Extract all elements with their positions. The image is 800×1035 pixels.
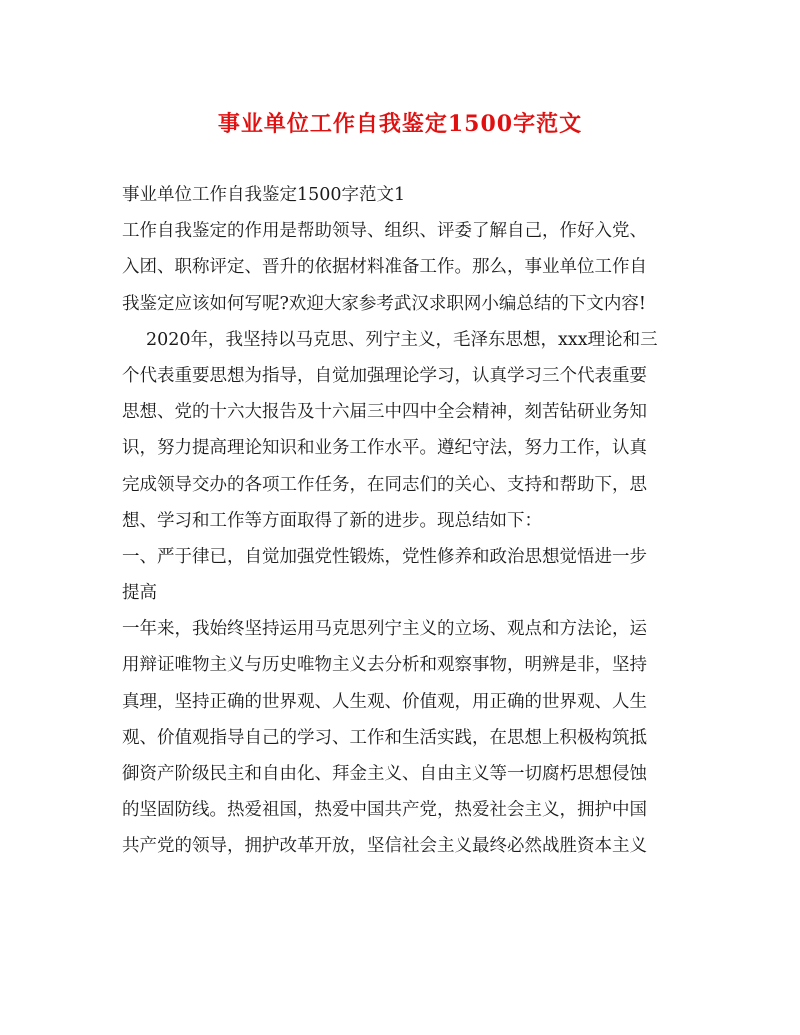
- paragraph-line: 御资产阶级民主和自由化、拜金主义、自由主义等一切腐朽思想侵蚀: [122, 764, 647, 784]
- paragraph-line: 完成领导交办的各项工作任务，在同志们的关心、支持和帮助下，思: [122, 474, 647, 495]
- paragraph-line: 观、价值观指导自己的学习、工作和生活实践，在思想上积极构筑抵: [122, 727, 647, 748]
- paragraph-line: 的坚固防线。热爱祖国，热爱中国共产党，热爱社会主义，拥护中国: [122, 800, 647, 821]
- section-heading: 事业单位工作自我鉴定1500字范文1: [122, 185, 406, 205]
- paragraph-line: 用辩证唯物主义与历史唯物主义去分析和观察事物，明辨是非，坚持: [122, 655, 647, 676]
- document-title: 事业单位工作自我鉴定1500字范文: [217, 111, 583, 137]
- paragraph-line: 工作自我鉴定的作用是帮助领导、组织、评委了解自己，作好入党、: [122, 221, 647, 242]
- paragraph-line: 想、学习和工作等方面取得了新的进步。现总结如下：: [122, 510, 542, 531]
- paragraph-line: 思想、党的十六大报告及十六届三中四中全会精神，刻苦钻研业务知: [122, 402, 647, 423]
- subsection-heading: 一、严于律已，自觉加强党性锻炼，党性修养和政治思想觉悟进一步: [122, 546, 647, 567]
- paragraph-line: 一年来，我始终坚持运用马克思列宁主义的立场、观点和方法论，运: [122, 619, 647, 640]
- subsection-heading: 提高: [122, 583, 157, 604]
- paragraph-line: 2020年，我坚持以马克思、列宁主义，毛泽东思想，xxx理论和三: [146, 329, 658, 350]
- paragraph-line: 入团、职称评定、晋升的依据材料准备工作。那么，事业单位工作自: [122, 257, 647, 278]
- paragraph-line: 识，努力提高理论知识和业务工作水平。遵纪守法，努力工作，认真: [122, 438, 647, 459]
- document-body: [122, 177, 682, 865]
- paragraph-line: 共产党的领导，拥护改革开放，坚信社会主义最终必然战胜资本主义: [122, 836, 647, 857]
- paragraph-line: 真理，坚持正确的世界观、人生观、价值观，用正确的世界观、人生: [122, 691, 647, 712]
- paragraph-line: 个代表重要思想为指导，自觉加强理论学习，认真学习三个代表重要: [122, 365, 647, 386]
- paragraph-line: 我鉴定应该如何写呢?欢迎大家参考武汉求职网小编总结的下文内容!: [122, 293, 646, 314]
